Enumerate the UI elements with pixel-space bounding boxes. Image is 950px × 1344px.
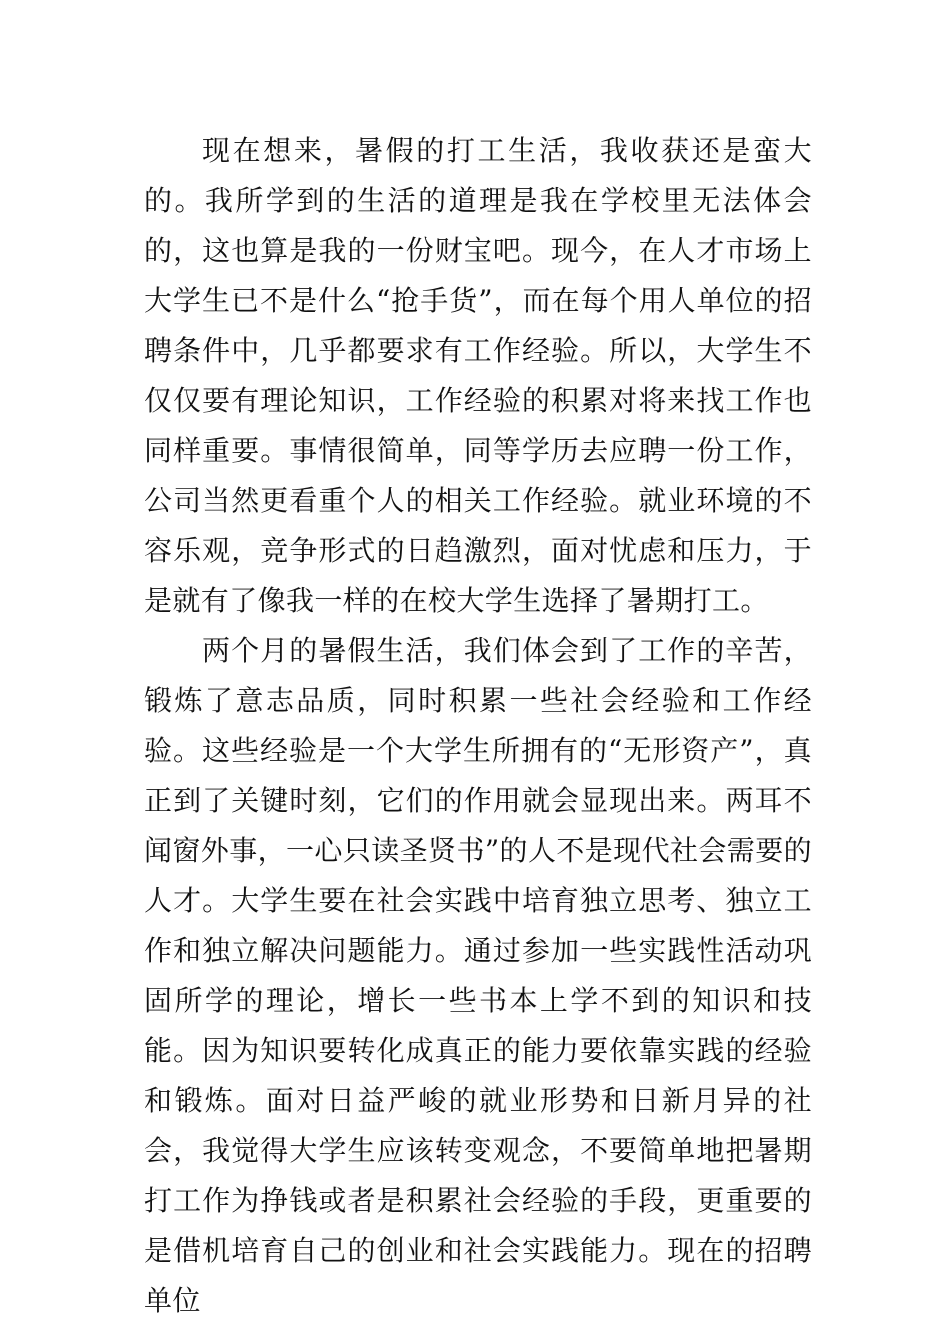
paragraph-2: 两个月的暑假生活，我们体会到了工作的辛苦，锻炼了意志品质，同时积累一些社会经验和工作经验。这些经验是一个大学生所拥有的“无形资产”，真正到了关键时刻，它们的作用就会显现出来。两耳不闻窗外事，一心只读圣贤书”的人不是现代社会需要的人才。大学生要在社会实践中培育独立思考、独立工作和独立解决问题能力。通过参加一些实践性活动巩固所学的理论，增长一些书本上学不到的知识和技能。因为知识要转化成真正的能力要依靠实践的经验和锻炼。面对日益严峻的就业形势和日新月异的社会，我觉得大学生应该转变观念，不要简单地把暑期打工作为挣钱或者是积累社会经验的手段，更重要的是借机培育自己的创业和社会实践能力。现在的招聘单位 [144,634,812,1317]
document-body [144,126,812,1326]
paragraph-1: 现在想来，暑假的打工生活，我收获还是蛮大的。我所学到的生活的道理是我在学校里无法体会的，这也算是我的一份财宝吧。现今，在人才市场上大学生已不是什么“抢手货”，而在每个用人单位的招聘条件中，几乎都要求有工作经验。所以，大学生不仅仅要有理论知识，工作经验的积累对将来找工作也同样重要。事情很简单，同等学历去应聘一份工作，公司当然更看重个人的相关工作经验。就业环境的不容乐观，竞争形式的日趋激烈，面对忧虑和压力，于是就有了像我一样的在校大学生选择了暑期打工。 [144,134,812,617]
